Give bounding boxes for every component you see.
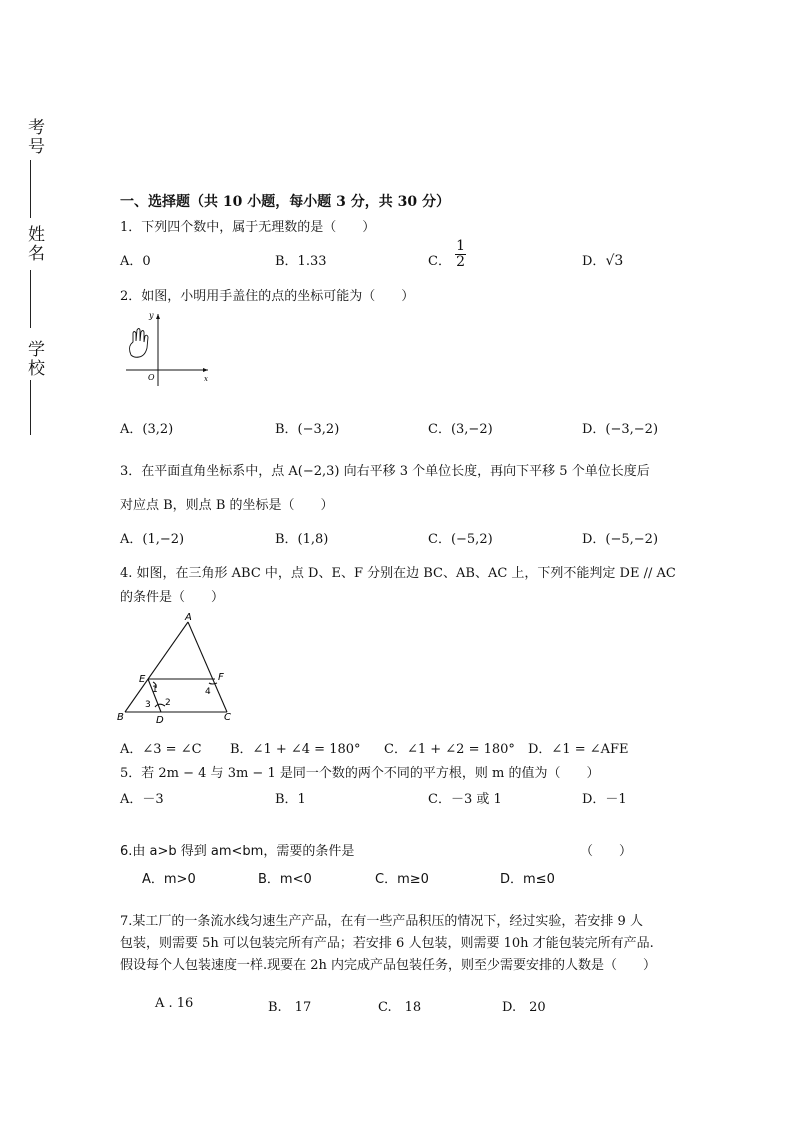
q2-option-b: B．(−3,2) xyxy=(275,422,340,437)
q4-triangle-figure xyxy=(115,612,240,727)
q7-option-c: C. 18 xyxy=(378,1000,422,1015)
q6-option-d: D．m≤0 xyxy=(500,872,555,887)
angle-2: 2 xyxy=(165,698,171,708)
q4-stem-line1: 4. 如图，在三角形 ABC 中，点 D、E、F 分别在边 BC、AB、AC 上，下列不能判定 DE // AC xyxy=(120,566,676,581)
point-f: F xyxy=(218,672,224,683)
school-line xyxy=(30,380,31,435)
q1-stem: 1．下列四个数中，属于无理数的是（ ） xyxy=(120,220,376,235)
q4-option-a: A．∠3 = ∠C xyxy=(120,742,202,757)
angle-4: 4 xyxy=(205,687,211,697)
q2-stem: 2．如图，小明用手盖住的点的坐标可能为（ ） xyxy=(120,289,415,304)
name-label: 姓名 xyxy=(24,225,44,263)
q7-stem-line2: 包装，则需要 5h 可以包装完所有产品；若安排 6 人包装，则需要 10h 才能包装完所有产品. xyxy=(120,936,654,951)
y-axis-label: y xyxy=(149,311,154,320)
school-label: 学校 xyxy=(24,340,44,378)
x-axis-label: x xyxy=(204,375,208,383)
q3-option-b: B．(1,8) xyxy=(275,532,329,547)
q4-option-d: D．∠1 = ∠AFE xyxy=(528,742,629,757)
q5-option-c: C．－3 或 1 xyxy=(428,792,502,807)
q4-option-b: B．∠1 + ∠4 = 180° xyxy=(230,742,361,757)
vertex-c: C xyxy=(224,712,231,723)
q3-stem-line1: 3．在平面直角坐标系中，点 A(−2,3) 向右平移 3 个单位长度，再向下平移 5 个单位长度后 xyxy=(120,464,650,479)
q5-stem: 5．若 2m − 4 与 3m − 1 是同一个数的两个不同的平方根，则 m 的值为（ ） xyxy=(120,766,600,781)
q4-option-c: C．∠1 + ∠2 = 180° xyxy=(384,742,515,757)
name-line xyxy=(30,270,31,328)
q7-stem-line1: 7.某工厂的一条流水线匀速生产产品，在有一些产品积压的情况下，经过实验，若安排 9 人 xyxy=(120,914,643,929)
angle-1: 1 xyxy=(152,685,158,695)
q1-option-d: D．√3 xyxy=(582,253,624,269)
q6-option-c: C．m≥0 xyxy=(375,872,429,887)
q2-option-a: A．(3,2) xyxy=(120,422,174,437)
q3-option-a: A．(1,−2) xyxy=(120,532,185,547)
q6-option-b: B．m<0 xyxy=(258,872,312,887)
exam-number-line xyxy=(30,160,31,218)
q5-option-d: D．－1 xyxy=(582,792,627,807)
q5-option-a: A．－3 xyxy=(120,792,164,807)
q1-option-a: A．0 xyxy=(120,254,151,269)
q7-option-b: B. 17 xyxy=(268,1000,312,1015)
q2-option-d: D．(−3,−2) xyxy=(582,422,659,437)
vertex-b: B xyxy=(117,712,124,723)
q7-stem-line3: 假设每个人包装速度一样.现要在 2h 内完成产品包装任务，则至少需要安排的人数是（ ） xyxy=(120,958,657,973)
q1-option-c: C． $\frac{1}{2}$ xyxy=(428,237,466,270)
origin-label: O xyxy=(148,373,155,382)
section-title: 一、选择题（共 10 小题，每小题 3 分，共 30 分） xyxy=(120,194,450,210)
hand-icon xyxy=(130,329,149,358)
q5-option-b: B．1 xyxy=(275,792,306,807)
q4-stem-line2: 的条件是（ ） xyxy=(120,590,225,605)
q7-option-a: A . 16 xyxy=(155,996,194,1011)
q6-option-a: A．m>0 xyxy=(142,872,196,887)
q6-answer-paren: （ ） xyxy=(580,844,633,859)
q7-option-d: D. 20 xyxy=(502,1000,546,1015)
point-e: E xyxy=(139,674,146,685)
q1-option-b: B．1.33 xyxy=(275,254,327,269)
angle-3: 3 xyxy=(145,700,151,710)
vertex-a: A xyxy=(185,612,192,623)
q3-option-c: C．(−5,2) xyxy=(428,532,493,547)
q2-coordinate-figure xyxy=(122,308,214,388)
q3-option-d: D．(−5,−2) xyxy=(582,532,659,547)
q6-stem: 6.由 a>b 得到 am<bm，需要的条件是 xyxy=(120,844,355,859)
point-d: D xyxy=(156,715,164,726)
q3-stem-line2: 对应点 B，则点 B 的坐标是（ ） xyxy=(120,498,334,513)
exam-number-label: 考号 xyxy=(24,118,44,156)
q2-option-c: C．(3,−2) xyxy=(428,422,493,437)
